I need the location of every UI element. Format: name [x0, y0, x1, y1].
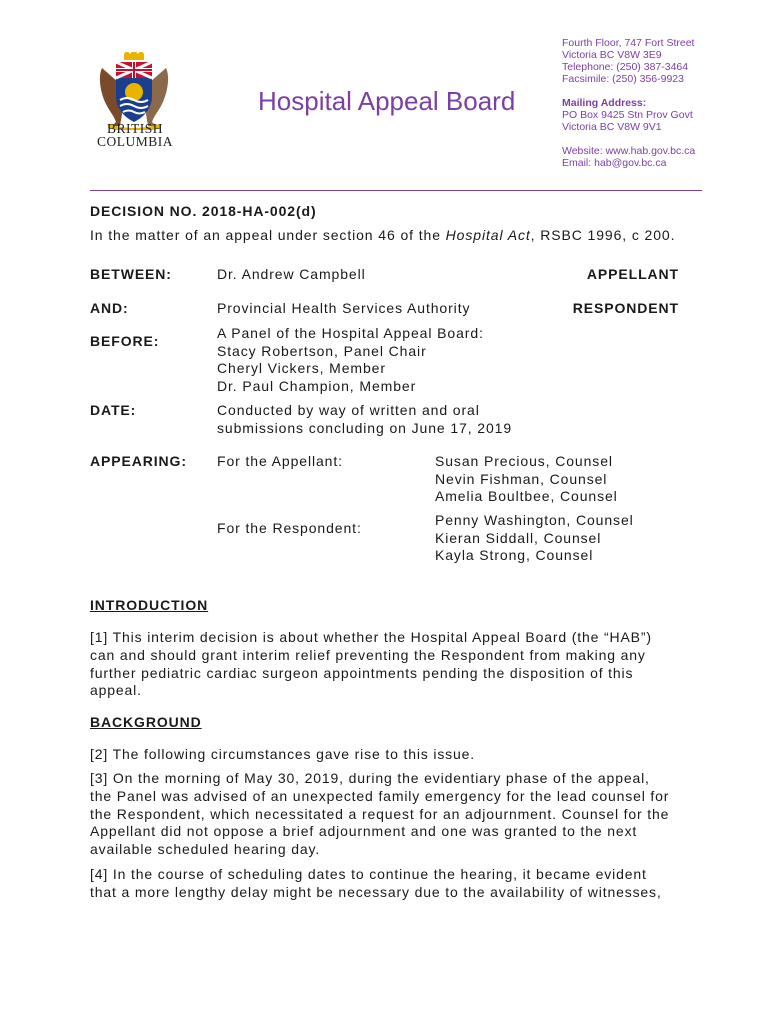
paragraph-line: appeal.: [90, 682, 142, 699]
introduction-heading: INTRODUCTION: [90, 597, 209, 613]
for-appellant-label: For the Appellant:: [217, 453, 343, 469]
background-heading: BACKGROUND: [90, 714, 202, 730]
address-city: Victoria BC V8W 3E9: [562, 49, 662, 61]
paragraph-line: can and should grant interim relief preventing the Respondent from making any: [90, 646, 646, 663]
between-label: BETWEEN:: [90, 266, 172, 282]
matter-act: Hospital Act: [445, 227, 531, 243]
for-respondent-label: For the Respondent:: [217, 520, 362, 536]
panel-line: Cheryl Vickers, Member: [217, 360, 386, 376]
board-title: Hospital Appeal Board: [258, 86, 516, 116]
matter-suffix: , RSBC 1996, c 200.: [530, 227, 676, 243]
counsel-line: Kayla Strong, Counsel: [435, 547, 594, 563]
address-facsimile: Facsimile: (250) 356-9923: [562, 73, 684, 85]
panel-line: A Panel of the Hospital Appeal Board:: [217, 325, 484, 341]
province-name-line2: COLUMBIA: [96, 134, 173, 149]
counsel-line: Penny Washington, Counsel: [435, 512, 634, 528]
respondent-role: RESPONDENT: [572, 300, 679, 316]
address-street: Fourth Floor, 747 Fort Street: [562, 37, 695, 49]
paragraph-3: [90, 770, 702, 859]
respondent-counsel-list: [435, 512, 634, 565]
paragraph-line: [2] The following circumstances gave rise to this issue.: [90, 746, 476, 762]
and-label: AND:: [90, 300, 129, 316]
before-label: BEFORE:: [90, 333, 160, 349]
counsel-line: Amelia Boultbee, Counsel: [435, 488, 618, 504]
address-telephone: Telephone: (250) 387-3464: [562, 61, 689, 73]
appellant-role: APPELLANT: [586, 266, 679, 282]
counsel-line: Susan Precious, Counsel: [435, 453, 613, 469]
paragraph-line: that a more lengthy delay might be necessary due to the availability of witnesses,: [90, 883, 662, 900]
date-label: DATE:: [90, 402, 137, 418]
paragraph-4: [90, 866, 702, 902]
respondent-name: Provincial Health Services Authority: [217, 300, 471, 316]
paragraph-line: available scheduled hearing day.: [90, 841, 321, 858]
province-name-line1: BRITISH: [106, 121, 163, 136]
email-link[interactable]: Email: hab@gov.bc.ca: [562, 157, 667, 169]
panel-list: [217, 325, 484, 395]
paragraph-line: the Respondent, which necessitated a request for an adjournment. Counsel for the: [90, 805, 670, 822]
mailing-address-line1: PO Box 9425 Stn Prov Govt: [562, 109, 693, 121]
matter-statement: [90, 227, 675, 245]
header-divider: [90, 190, 702, 191]
crown-icon: [124, 52, 144, 60]
date-line: submissions concluding on June 17, 2019: [217, 419, 513, 436]
decision-number: DECISION NO. 2018-HA-002(d): [90, 203, 317, 219]
panel-line: Stacy Robertson, Panel Chair: [217, 342, 427, 359]
appellant-name: Dr. Andrew Campbell: [217, 266, 366, 282]
date-line: Conducted by way of written and oral: [217, 402, 480, 418]
appellant-counsel-list: [435, 453, 618, 506]
matter-prefix: In the matter of an appeal under section 46 of the: [90, 227, 446, 243]
paragraph-line: [4] In the course of scheduling dates to continue the hearing, it became evident: [90, 866, 647, 882]
mailing-address-label: Mailing Address:: [562, 97, 647, 109]
panel-line: Dr. Paul Champion, Member: [217, 377, 417, 394]
paragraph-1: [90, 629, 702, 700]
paragraph-line: further pediatric cardiac surgeon appointments pending the disposition of this: [90, 664, 634, 681]
mailing-address-line2: Victoria BC V8W 9V1: [562, 121, 662, 133]
paragraph-line: [1] This interim decision is about whether the Hospital Appeal Board (the “HAB”): [90, 629, 652, 645]
counsel-line: Kieran Siddall, Counsel: [435, 529, 602, 546]
bc-coat-of-arms-logo: [94, 52, 174, 130]
paragraph-line: the Panel was advised of an unexpected family emergency for the lead counsel for: [90, 787, 670, 804]
appearing-label: APPEARING:: [90, 453, 187, 469]
paragraph-line: [3] On the morning of May 30, 2019, during the evidentiary phase of the appeal,: [90, 770, 650, 786]
counsel-line: Nevin Fishman, Counsel: [435, 470, 608, 487]
paragraph-line: Appellant did not oppose a brief adjournment and one was granted to the next: [90, 823, 638, 840]
paragraph-2: [90, 746, 702, 764]
website-link[interactable]: Website: www.hab.gov.bc.ca: [562, 145, 696, 157]
date-text: [217, 402, 512, 437]
